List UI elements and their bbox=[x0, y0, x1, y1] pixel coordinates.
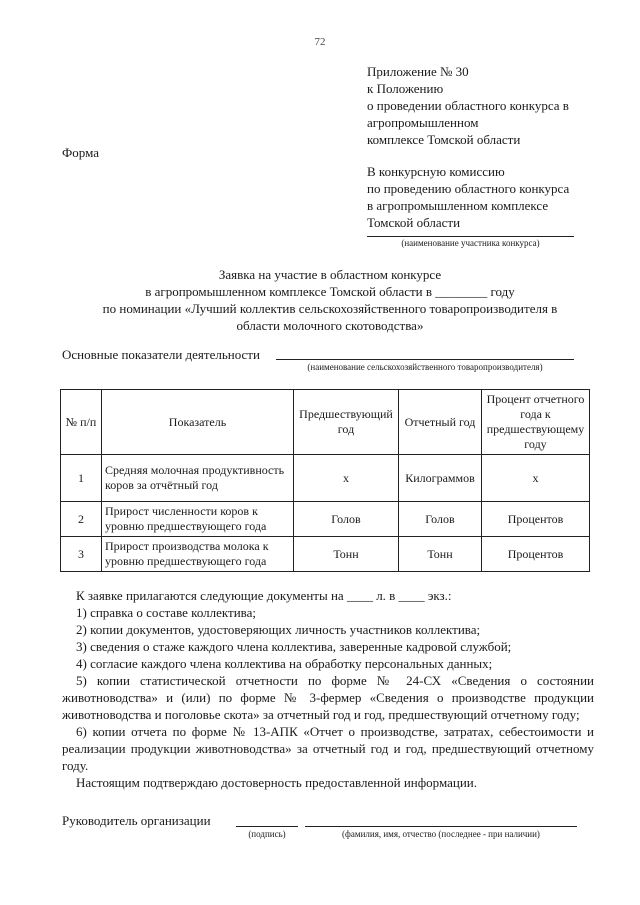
producer-name-caption: (наименование сельскохозяйственного товаропроизводителя) bbox=[307, 362, 543, 372]
table-row bbox=[61, 502, 590, 537]
cell-previous-year[interactable]: х bbox=[294, 455, 399, 502]
cell-num: 3 bbox=[61, 537, 102, 572]
cell-reporting-year[interactable]: Голов bbox=[399, 502, 482, 537]
title-line: Заявка на участие в областном конкурсе bbox=[218, 267, 442, 282]
cell-previous-year[interactable]: Голов bbox=[294, 502, 399, 537]
signature-caption: (подпись) bbox=[248, 829, 286, 839]
addressee-line: по проведению областного конкурса bbox=[367, 181, 570, 196]
cell-previous-year[interactable]: Тонн bbox=[294, 537, 399, 572]
attachment-item: 3) сведения о стаже каждого члена коллектива, заверенные кадровой службой; bbox=[76, 639, 512, 654]
participant-name-caption: (наименование участника конкурса) bbox=[401, 238, 540, 248]
appendix-header bbox=[367, 63, 607, 148]
appendix-line: комплексе Томской области bbox=[367, 132, 521, 147]
header-num: № п/п bbox=[61, 390, 102, 455]
cell-indicator: Средняя молочная продуктивность коров за отчётный год bbox=[102, 455, 294, 502]
attachment-item: 5) копии статистической отчетности по форме № 24-СХ «Сведения о состоянии животноводства» и (или) по форме № 3-фермер «Сведения о производстве продукции животноводства и поголовье скота» за отчетный год и год, предшествующий отчетному году; bbox=[62, 673, 594, 722]
title-line: по номинации «Лучший коллектив сельскохозяйственного товаропроизводителя в bbox=[102, 301, 558, 316]
basic-indicators-label: Основные показатели деятельности bbox=[62, 347, 260, 362]
addressee-line: В конкурсную комиссию bbox=[367, 164, 505, 179]
appendix-line: о проведении областного конкурса в bbox=[367, 98, 569, 113]
cell-indicator: Прирост численности коров к уровню предшествующего года bbox=[102, 502, 294, 537]
head-of-organization-label: Руководитель организации bbox=[62, 813, 211, 828]
producer-name-line[interactable] bbox=[276, 359, 574, 360]
cell-reporting-year[interactable]: Тонн bbox=[399, 537, 482, 572]
cell-num: 2 bbox=[61, 502, 102, 537]
signature-line[interactable] bbox=[236, 826, 298, 827]
title-line: в агропромышленном комплексе Томской области в ________ году bbox=[145, 284, 515, 299]
header-indicator: Показатель bbox=[102, 390, 294, 455]
cell-indicator: Прирост производства молока к уровню предшествующего года bbox=[102, 537, 294, 572]
form-label: Форма bbox=[62, 145, 99, 160]
attachment-item: 1) справка о составе коллектива; bbox=[76, 605, 257, 620]
attachments-section bbox=[62, 587, 594, 791]
indicators-table bbox=[60, 389, 590, 572]
cell-percent[interactable]: х bbox=[482, 455, 590, 502]
participant-name-line[interactable] bbox=[367, 236, 574, 237]
header-previous-year: Предшествующий год bbox=[294, 390, 399, 455]
addressee-block bbox=[367, 163, 617, 231]
table-row bbox=[61, 455, 590, 502]
attachments-intro: К заявке прилагаются следующие документы на ____ л. в ____ экз.: bbox=[76, 588, 452, 603]
full-name-caption: (фамилия, имя, отчество (последнее - при наличии) bbox=[342, 829, 540, 839]
title-line: области молочного скотоводства» bbox=[236, 318, 424, 333]
appendix-line: агропромышленном bbox=[367, 115, 479, 130]
attachment-item: 2) копии документов, удостоверяющих личность участников коллектива; bbox=[76, 622, 481, 637]
addressee-line: Томской области bbox=[367, 215, 461, 230]
table-row bbox=[61, 537, 590, 572]
cell-num: 1 bbox=[61, 455, 102, 502]
confirmation-text: Настоящим подтверждаю достоверность предоставленной информации. bbox=[76, 775, 478, 790]
addressee-line: в агропромышленном комплексе bbox=[367, 198, 549, 213]
attachment-item: 6) копии отчета по форме № 13-АПК «Отчет о производстве, затратах, себестоимости и реализации продукции животноводства» за отчетный год и год, предшествующий отчетному году. bbox=[62, 724, 594, 773]
attachment-item: 4) согласие каждого члена коллектива на обработку персональных данных; bbox=[76, 656, 493, 671]
table-header-row bbox=[61, 390, 590, 455]
header-reporting-year: Отчетный год bbox=[399, 390, 482, 455]
page-number: 72 bbox=[314, 36, 326, 48]
full-name-line[interactable] bbox=[305, 826, 577, 827]
header-percent: Процент отчетного года к предшествующему году bbox=[482, 390, 590, 455]
cell-percent[interactable]: Процентов bbox=[482, 537, 590, 572]
cell-reporting-year[interactable]: Килограммов bbox=[399, 455, 482, 502]
appendix-line: к Положению bbox=[367, 81, 444, 96]
application-title bbox=[40, 266, 620, 334]
cell-percent[interactable]: Процентов bbox=[482, 502, 590, 537]
appendix-line: Приложение № 30 bbox=[367, 64, 469, 79]
